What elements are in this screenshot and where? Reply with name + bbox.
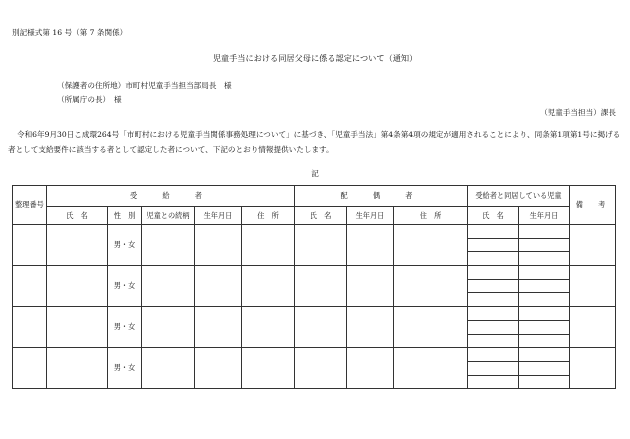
child-sub-cell bbox=[468, 348, 519, 362]
header-child-name: 氏 名 bbox=[468, 207, 519, 225]
blank-cell bbox=[195, 266, 242, 307]
child-sub-cell bbox=[468, 238, 519, 252]
header-group-recipient: 受 給 者 bbox=[47, 186, 295, 207]
child-sub-cell bbox=[468, 307, 519, 321]
blank-cell bbox=[394, 266, 468, 307]
sender-signature: （児童手当担当）課長 bbox=[540, 108, 616, 117]
header-seiri-bango: 整理番号 bbox=[13, 186, 47, 225]
child-sub-cell bbox=[519, 225, 570, 239]
child-sub-cell bbox=[468, 334, 519, 348]
child-sub-cell bbox=[468, 279, 519, 293]
child-sub-cell bbox=[468, 266, 519, 280]
child-sub-cell bbox=[519, 361, 570, 375]
blank-cell bbox=[13, 307, 47, 348]
blank-cell bbox=[13, 225, 47, 266]
table-row bbox=[13, 225, 616, 239]
addressee-agency-head: （所属庁の長） 様 bbox=[57, 95, 122, 104]
blank-cell bbox=[13, 266, 47, 307]
blank-cell bbox=[47, 348, 108, 389]
child-sub-cell bbox=[519, 320, 570, 334]
blank-cell bbox=[195, 307, 242, 348]
child-sub-cell bbox=[468, 252, 519, 266]
header-child-birthdate: 生年月日 bbox=[519, 207, 570, 225]
blank-cell bbox=[47, 307, 108, 348]
header-recipient-name: 氏 名 bbox=[47, 207, 108, 225]
child-sub-cell bbox=[519, 375, 570, 389]
child-sub-cell bbox=[519, 252, 570, 266]
blank-cell bbox=[347, 348, 394, 389]
header-recipient-relationship: 児童との続柄 bbox=[142, 207, 195, 225]
blank-cell bbox=[242, 348, 295, 389]
child-sub-cell bbox=[468, 293, 519, 307]
document-title: 児童手当における同居父母に係る認定について（通知） bbox=[212, 53, 418, 63]
header-remarks: 備 考 bbox=[570, 186, 616, 225]
blank-cell bbox=[394, 307, 468, 348]
child-sub-cell bbox=[519, 334, 570, 348]
table-row bbox=[13, 266, 616, 280]
child-sub-cell bbox=[519, 307, 570, 321]
sex-choice-cell: 男・女 bbox=[108, 307, 142, 348]
child-sub-cell bbox=[519, 266, 570, 280]
sex-choice-cell: 男・女 bbox=[108, 225, 142, 266]
child-sub-cell bbox=[519, 238, 570, 252]
blank-cell bbox=[142, 225, 195, 266]
blank-cell bbox=[242, 307, 295, 348]
child-sub-cell bbox=[468, 320, 519, 334]
header-group-spouse: 配 偶 者 bbox=[295, 186, 468, 207]
blank-cell bbox=[13, 348, 47, 389]
header-spouse-address: 住 所 bbox=[394, 207, 468, 225]
blank-cell bbox=[295, 266, 347, 307]
remarks-cell bbox=[570, 348, 616, 389]
table-row bbox=[13, 348, 616, 362]
blank-cell bbox=[347, 307, 394, 348]
body-paragraph: 令和6年9月30日こ成環264号「市町村における児童手当関係事務処理について」に基づき、「児童手当法」第4条第4項の規定が適用されることにより、同条第1項第1号に掲げる者として支給要件に該当する者として認定した者について、下記のとおり情報提供いたします。 bbox=[8, 130, 621, 154]
header-group-cohabiting-child: 受給者と同居している児童 bbox=[468, 186, 570, 207]
sex-choice-cell: 男・女 bbox=[108, 348, 142, 389]
table-row bbox=[13, 307, 616, 321]
sex-choice-cell: 男・女 bbox=[108, 266, 142, 307]
blank-cell bbox=[195, 348, 242, 389]
blank-cell bbox=[394, 225, 468, 266]
child-sub-cell bbox=[468, 361, 519, 375]
blank-cell bbox=[142, 348, 195, 389]
notification-table bbox=[12, 185, 616, 389]
child-sub-cell bbox=[519, 348, 570, 362]
header-spouse-name: 氏 名 bbox=[295, 207, 347, 225]
blank-cell bbox=[347, 225, 394, 266]
blank-cell bbox=[295, 225, 347, 266]
child-sub-cell bbox=[519, 279, 570, 293]
blank-cell bbox=[242, 266, 295, 307]
ki-heading: 記 bbox=[311, 169, 319, 178]
header-recipient-sex: 性 別 bbox=[108, 207, 142, 225]
blank-cell bbox=[295, 307, 347, 348]
addressee-municipality: （保護者の住所地）市町村児童手当担当部局長 様 bbox=[57, 81, 232, 90]
header-spouse-birthdate: 生年月日 bbox=[347, 207, 394, 225]
blank-cell bbox=[47, 225, 108, 266]
header-recipient-address: 住 所 bbox=[242, 207, 295, 225]
remarks-cell bbox=[570, 266, 616, 307]
child-sub-cell bbox=[468, 375, 519, 389]
blank-cell bbox=[47, 266, 108, 307]
blank-cell bbox=[295, 348, 347, 389]
blank-cell bbox=[394, 348, 468, 389]
blank-cell bbox=[142, 307, 195, 348]
child-sub-cell bbox=[468, 225, 519, 239]
blank-cell bbox=[347, 266, 394, 307]
blank-cell bbox=[195, 225, 242, 266]
header-recipient-birthdate: 生年月日 bbox=[195, 207, 242, 225]
child-sub-cell bbox=[519, 293, 570, 307]
remarks-cell bbox=[570, 225, 616, 266]
blank-cell bbox=[142, 266, 195, 307]
blank-cell bbox=[242, 225, 295, 266]
form-number: 別記様式第 16 号（第 7 条関係） bbox=[12, 28, 128, 37]
remarks-cell bbox=[570, 307, 616, 348]
